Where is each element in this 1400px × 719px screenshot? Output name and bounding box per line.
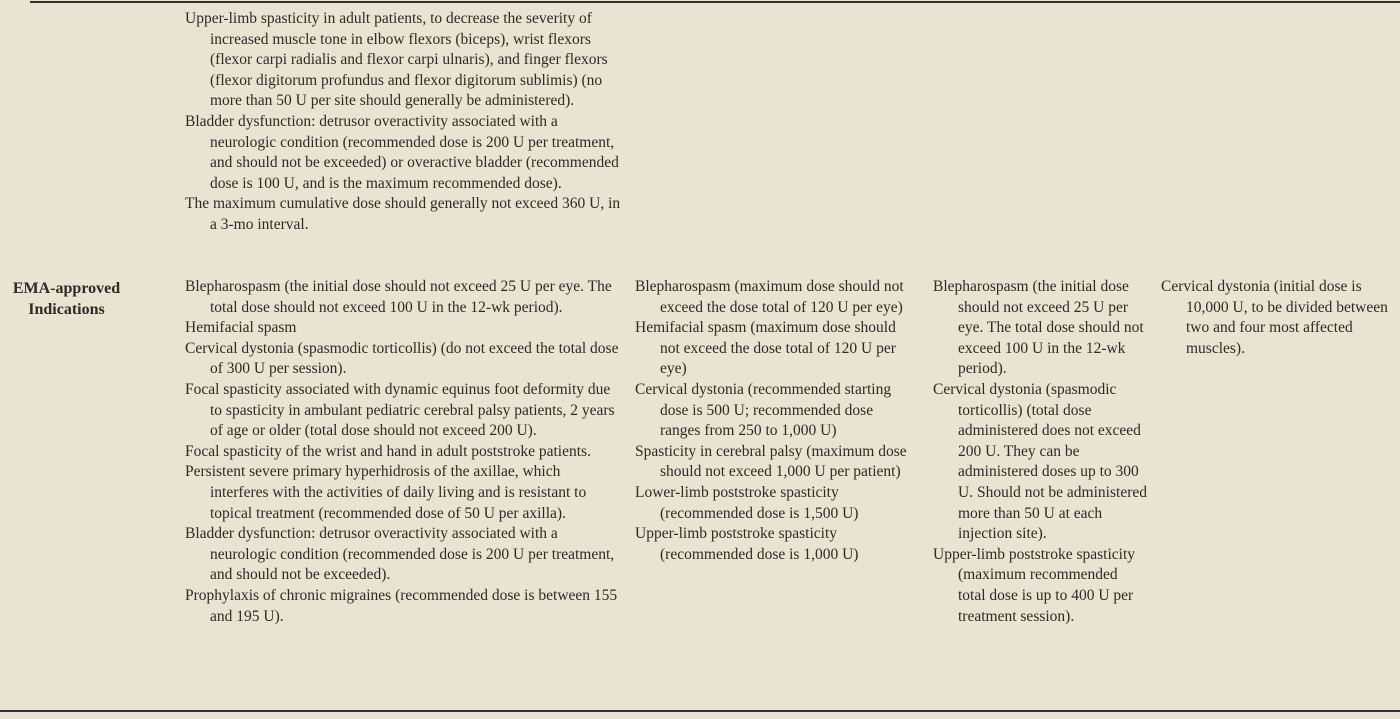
indication-paragraph: Cervical dystonia (spasmodic torticollis) (do not exceed the total dose of 300 U per session). (185, 339, 619, 378)
indication-paragraph: Bladder dysfunction: detrusor overactivity associated with a neurologic condition (recommended dose is 200 U per treatment, and should not be exceeded) or overactive bladder (recommended dose is 100 U, and is the maximum recommended dose). (185, 112, 619, 192)
indication-paragraph: Blepharospasm (the initial dose should not exceed 25 U per eye. The total dose should not exceed 100 U in the 12-wk period). (933, 278, 1144, 378)
indication-paragraph: Focal spasticity of the wrist and hand in adult poststroke patients. (185, 442, 591, 460)
indications-table (0, 9, 1400, 627)
indication-paragraph: Cervical dystonia (spasmodic torticollis) (total dose administered does not exceed 200 U. They can be administered doses up to 300 U. Should not be administered more than 50 U at each injection site). (933, 380, 1147, 543)
prev-row-column-1 (185, 9, 635, 277)
indication-paragraph: Bladder dysfunction: detrusor overactivity associated with a neurologic condition (recommended dose is 200 U per treatment, and should not be exceeded). (185, 525, 615, 584)
prev-row-column-3-empty (933, 9, 1161, 277)
prev-row-column-4-empty (1161, 9, 1400, 277)
prev-row-label-empty (0, 9, 185, 277)
indication-paragraph: Blepharospasm (the initial dose should not exceed 25 U per eye. The total dose should not exceed 100 U in the 12-wk period). (185, 278, 612, 316)
indication-paragraph: Focal spasticity associated with dynamic equinus foot deformity due to spasticity in ambulant pediatric cerebral palsy patients, 2 years of age or older (total dose should not exceed 200 U). (185, 380, 615, 440)
ema-row-label: EMA-approved Indications (12, 280, 121, 318)
table-top-rule (30, 1, 1400, 3)
indication-paragraph: Spasticity in cerebral palsy (maximum dose should not exceed 1,000 U per patient) (635, 442, 907, 481)
indication-paragraph: Upper-limb spasticity in adult patients, to decrease the severity of increased muscle tone in elbow flexors (biceps), wrist flexors (flexor carpi radialis and flexor carpi ulnaris), and finger flexors (flexor digitorum profundus and flexor digitorum sublimis) (no more than 50 U per site should generally be administered). (185, 10, 608, 110)
ema-row-column-4 (1161, 277, 1400, 627)
indication-paragraph: Hemifacial spasm (185, 319, 297, 337)
indication-paragraph: Upper-limb poststroke spasticity (recommended dose is 1,000 U) (635, 525, 859, 563)
indication-paragraph: Hemifacial spasm (maximum dose should not exceed the dose total of 120 U per eye) (635, 319, 896, 378)
ema-row-column-3 (933, 277, 1161, 627)
ema-row-column-1 (185, 277, 635, 627)
prev-row-column-2-empty (635, 9, 933, 277)
indication-paragraph: Upper-limb poststroke spasticity (maximum recommended total dose is up to 400 U per treatment session). (933, 545, 1136, 625)
indication-paragraph: Prophylaxis of chronic migraines (recommended dose is between 155 and 195 U). (185, 586, 618, 625)
indication-paragraph: Cervical dystonia (recommended starting dose is 500 U; recommended dose ranges from 250 to 1,000 U) (635, 380, 892, 440)
indication-paragraph: Blepharospasm (maximum dose should not exceed the dose total of 120 U per eye) (635, 278, 904, 316)
indication-paragraph: Persistent severe primary hyperhidrosis of the axillae, which interferes with the activities of daily living and is resistant to topical treatment (recommended dose of 50 U per axilla). (185, 463, 587, 522)
table-bottom-rule (0, 710, 1400, 712)
indication-paragraph: Lower-limb poststroke spasticity (recommended dose is 1,500 U) (635, 483, 859, 522)
ema-row-column-2 (635, 277, 933, 627)
indication-paragraph: Cervical dystonia (initial dose is 10,000 U, to be divided between two and four most affected muscles). (1161, 278, 1388, 357)
indication-paragraph: The maximum cumulative dose should generally not exceed 360 U, in a 3-mo interval. (185, 195, 621, 233)
